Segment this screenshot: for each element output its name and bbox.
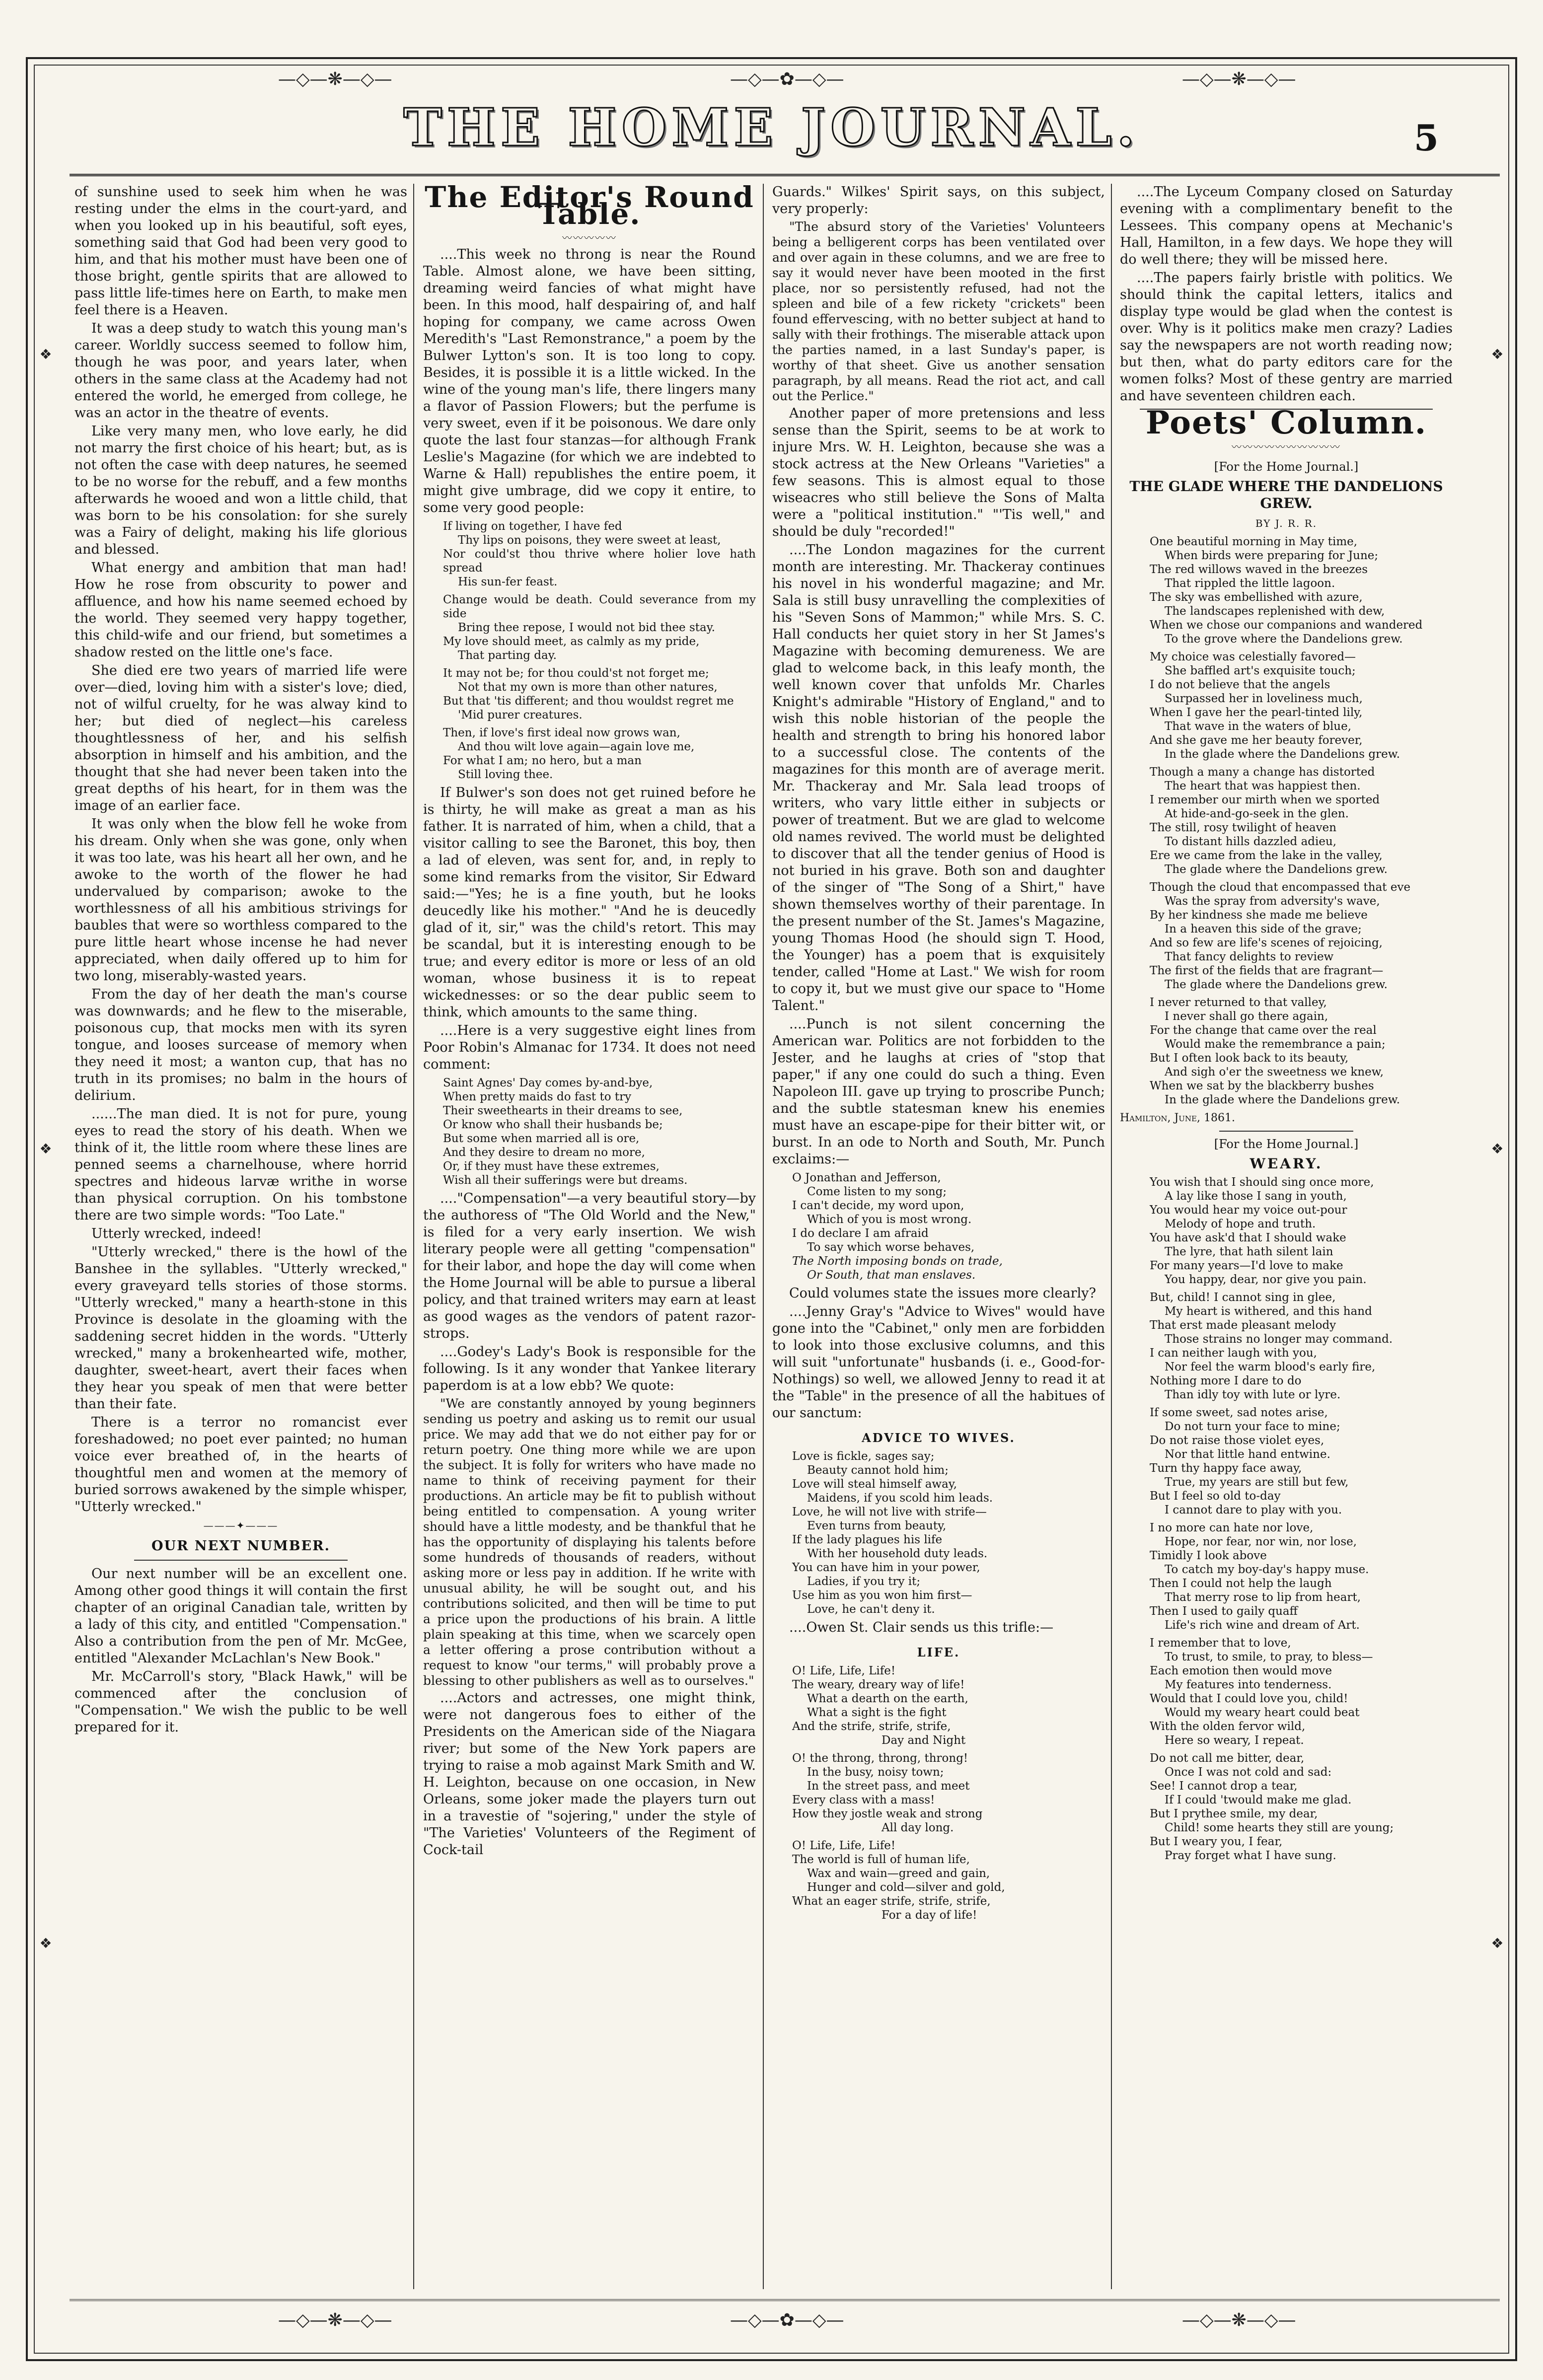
verse-line: I never shall go there again, — [1165, 1010, 1328, 1023]
verse-line: What an eager strife, strife, strife, — [792, 1895, 991, 1908]
masthead — [0, 97, 1543, 158]
verse-line: Once I was not cold and sad: — [1165, 1766, 1332, 1779]
verse-line: Surpassed her in loveliness much, — [1165, 692, 1363, 705]
verse-line: Day and Night — [882, 1734, 966, 1747]
verse-line: When I gave her the pearl-tinted lily, — [1150, 706, 1363, 719]
verse-line: But that 'tis different; and thou wouldst regret me — [443, 695, 734, 708]
verse-line: Than idly toy with lute or lyre. — [1165, 1388, 1341, 1401]
verse-line: Nothing more I dare to do — [1150, 1374, 1302, 1387]
verse-line: The heart that was happiest then. — [1165, 780, 1361, 793]
verse-line: And she gave me her beauty forever, — [1150, 734, 1363, 747]
poem — [1120, 535, 1453, 1107]
footer-rule — [70, 2299, 1500, 2301]
section-heading: OUR NEXT NUMBER. — [151, 1538, 330, 1554]
verse-line: The North imposing bonds on trade, — [792, 1255, 1003, 1268]
verse-line: And so few are life's scenes of rejoicing, — [1150, 937, 1383, 949]
verse-line: Saint Agnes' Day comes by-and-bye, — [443, 1077, 653, 1089]
verse-line: How they jostle weak and strong — [792, 1807, 983, 1820]
article-paragraph: ....The papers fairly bristle with politics. We should think the capital letters, italics and display type would be glad when the contest is over. Why is it politics make men crazy? Ladies say the newspapers are not worth reading now; but then, what do party editors care for the women folks? Most of these gentry are married and have seventeen children each. — [1120, 270, 1453, 404]
verse-line: My heart is withered, and this hand — [1165, 1305, 1372, 1318]
verse-line: Maidens, if you scold him leads. — [807, 1492, 993, 1505]
verse-line: Do not call me bitter, dear, — [1150, 1752, 1305, 1765]
poem-excerpt — [772, 1171, 1105, 1282]
verse-line: I can neither laugh with you, — [1150, 1347, 1317, 1360]
verse-line: O! Life, Life, Life! — [792, 1664, 896, 1677]
verse-line: I remember our mirth when we sported — [1150, 793, 1380, 806]
verse-line: Or, if they must have these extremes, — [443, 1160, 660, 1173]
article-paragraph: ....The Lyceum Company closed on Saturday evening with a complimentary benefit to the Lessees. This company opens at Mechanic's Hall, Hamilton, in a few days. We hope they will do well there; they will be missed here. — [1120, 184, 1453, 267]
ornament-top-center: —◇—✿—◇— — [730, 69, 844, 89]
verse-line: Come listen to my song; — [807, 1185, 947, 1198]
source-note: [For the Home Journal.] — [1214, 1137, 1359, 1151]
verse-line: O! Life, Life, Life! — [792, 1839, 896, 1852]
verse-line: The still, rosy twilight of heaven — [1150, 821, 1337, 834]
verse-line: When we sat by the blackberry bushes — [1150, 1080, 1374, 1092]
article-paragraph: ....Owen St. Clair sends us this trifle:— — [789, 1620, 1054, 1635]
verse-line: To say which worse behaves, — [807, 1241, 975, 1254]
verse-line: Love will steal himself away, — [792, 1478, 957, 1491]
rule — [134, 1560, 348, 1561]
ornament-left-2: ❖ — [39, 1141, 52, 1157]
rule — [1219, 1131, 1353, 1132]
verse-line: Love is fickle, sages say; — [792, 1450, 935, 1463]
verse-line: For what I am; no hero, but a man — [443, 754, 642, 767]
verse-line: And they desire to dream no more, — [443, 1146, 645, 1159]
verse-line: Thy lips on poisons, they were sweet at least, — [458, 534, 721, 547]
verse-line: My love should meet, as calmly as my pride, — [443, 635, 700, 648]
verse-line: Ere we came from the lake in the valley, — [1150, 849, 1383, 862]
verse-line: Those strains no longer may command. — [1165, 1333, 1393, 1346]
verse-line: It may not be; for thou could'st not forget me; — [443, 667, 709, 680]
page-number: 5 — [1413, 117, 1439, 159]
verse-line: Child! some hearts they still are young; — [1165, 1821, 1394, 1834]
verse-line: And sigh o'er the sweetness we knew, — [1165, 1066, 1384, 1079]
column-divider — [413, 184, 414, 2289]
verse-line: Even turns from beauty, — [807, 1519, 947, 1532]
section-divider: 〰〰〰〰〰〰〰〰〰〰 — [1232, 441, 1341, 453]
ornament-right-1: ❖ — [1491, 346, 1504, 362]
verse-line: Change would be death. Could severance from my side — [443, 593, 756, 620]
article-paragraph: "The absurd story of the Varieties' Volunteers being a belligerent corps has been ventilated over and over again in these columns, and we are free to say it would never have been mooted in the first place, nor so persistently refused, had not the spleen and bile of a few rickety "crickets" been found effervescing, with no better subject at hand to sally with their frothings. The miserable attack upon the parties named, in a last Sunday's paper, is worthy of that sheet. Give us another sensation paragraph, by all means. Read the riot act, and call out the Perlice." — [772, 219, 1105, 403]
verse-line: To distant hills dazzled adieu, — [1165, 835, 1337, 848]
article-paragraph: If Bulwer's son does not get ruined before he is thirty, he will make as great a man as his father. It is narrated of him, when a child, that a visitor calling to see the Baronet, this boy, then a lad of eleven, was sent for, and, in reply to some kind remarks from the visitor, Sir Edward said:—"Yes; he is a fine youth, but he looks deucedly like his mother." "And he is deucedly glad of it, sir," was the child's retort. This may be scandal, but it is interesting enough to be true; and every editor is more or less of an old woman, whose business it is to repeat wickednesses: or so the dear public seem to think, which amounts to the same thing. — [423, 785, 756, 1020]
article-paragraph: ....Jenny Gray's "Advice to Wives" would have gone into the "Cabinet," only men are forbidden to look into those exclusive columns, and this will suit "unfortunate" husbands (i. e., Good-for-Nothings) so well, we allowed Jenny to read it at the "Table" in the presence of all the habitues of our sanctum: — [772, 1304, 1105, 1421]
column-divider — [1111, 184, 1112, 2289]
verse-line: O! the throng, throng, throng! — [792, 1752, 968, 1765]
verse-line: You can have him in your power, — [792, 1561, 980, 1574]
verse-line: Though a many a change has distorted — [1150, 766, 1375, 779]
verse-line: In a heaven this side of the grave; — [1165, 923, 1362, 936]
verse-line: 'Mid purer creatures. — [458, 709, 583, 721]
verse-line: The red willows waved in the breezes — [1150, 563, 1368, 576]
verse-line: Would that I could love you, child! — [1150, 1692, 1348, 1705]
article-paragraph: Another paper of more pretensions and less sense than the Spirit, seems to be at work to injure Mrs. W. H. Leighton, because she was a stock actress at the New Orleans "Varieties" a few seasons. This is almost equal to those wiseacres who still believe the Sons of Malta were a "political institution." "'Tis well," and should be duly "recorded!" — [772, 406, 1105, 539]
verse-line: That fancy delights to review — [1165, 950, 1334, 963]
poem-excerpt — [423, 1076, 756, 1187]
verse-line: But, child! I cannot sing in glee, — [1150, 1291, 1336, 1304]
poem — [1120, 1175, 1453, 1863]
article-paragraph: ....Punch is not silent concerning the American war. Politics are not forbidden to the Jester, and he laughs at cries of "stop that paper," if any one could do such a thing. Even Napoleon III. gave up trying to proscribe Punch; and the subtle statesman knew his enemies must have an escape-pipe for their bitter wit, or burst. In an ode to North and South, Mr. Punch exclaims:— — [772, 1016, 1105, 1167]
verse-line: Beauty cannot hold him; — [807, 1464, 949, 1477]
verse-line: What a sight is the fight — [807, 1706, 947, 1719]
verse-line: Love, he will not live with strife— — [792, 1506, 987, 1518]
article-paragraph: "We are constantly annoyed by young beginners sending us poetry and asking us to remit our usual price. We may add that we do not either pay for or return poetry. One thing more while we are upon the subject. It is folly for writers who have made no name to think of receiving payment for their productions. An article may be fit to publish without being entitled to compensation. A young writer should have a little modesty, and be thankful that he has the opportunity of displaying his talents before some hundreds of thousands of readers, without asking more or less pay in addition. If he write with unusual ability, he will be sought out, and his contributions solicited, and then will be time to put a price upon the productions of his brain. A little plain speaking at this time, when we scarcely open a letter offering a prose contribution without a request to know "our terms," will probably prove a blessing to other publishers as well as to ourselves." — [423, 1396, 756, 1688]
article-paragraph: Mr. McCarroll's story, "Black Hawk," will be commenced after the conclusion of "Compensation." We wish the public to be well prepared for it. — [74, 1669, 407, 1735]
section-heading: Poets' Column. — [1145, 404, 1427, 441]
article-paragraph: ...."Compensation"—a very beautiful story—by the authoress of "The Old World and the New," is filed for a very early insertion. We wish literary people were all getting "compensation" for their labor, and hope the day will come when the Home Journal will be able to pursue a liberal policy, and that trained writers may earn at least as good wages as the vendors of patent razor-strops. — [423, 1191, 756, 1341]
verse-line: See! I cannot drop a tear, — [1150, 1780, 1298, 1793]
verse-line: Wish all their sufferings were but dreams. — [443, 1174, 688, 1187]
poem-excerpt — [772, 1664, 1105, 1922]
article-paragraph: There is a terror no romancist ever foreshadowed; no poet ever painted; no human voice ever breathed of, in the hearts of thoughtful men and women at the memory of buried sorrows awakened by the simple whisper, "Utterly wrecked." — [74, 1415, 407, 1515]
ornament-bottom-right: —◇—❋—◇— — [1182, 2310, 1296, 2330]
verse-line: If the lady plagues his life — [792, 1533, 943, 1546]
poem-title: ADVICE TO WIVES. — [862, 1431, 1016, 1445]
ornament-left-1: ❖ — [39, 346, 52, 362]
verse-line: Do not raise those violet eyes, — [1150, 1434, 1324, 1447]
article-paragraph: ....This week no throng is near the Round Table. Almost alone, we have been sitting, dreaming weird fancies of what might have been. In this mood, half despairing of, and half hoping for company, we came across Owen Meredith's "Last Remonstrance," a poem by the Bulwer Lytton's son. It is too long to copy. Besides, it is possible it is a little wicked. In the wine of the young man's life, there lingers many a flavor of Passion Flowers; but the perfume is very sweet, even if it be poisonous. We dare only quote the last four stanzas—for although Frank Leslie's Magazine (for which we are indebted to Warne & Hall) republishes the entire poem, it might give umbrage, did we copy it entire, to some very good people: — [423, 247, 756, 515]
verse-line: But I feel so old to-day — [1150, 1490, 1281, 1503]
verse-line: But I often look back to its beauty, — [1150, 1052, 1349, 1065]
verse-line: With her household duty leads. — [807, 1547, 988, 1560]
verse-line: To the grove where the Dandelions grew. — [1165, 633, 1403, 646]
verse-line: Pray forget what I have sung. — [1165, 1849, 1336, 1862]
verse-line: Still loving thee. — [458, 768, 553, 781]
verse-line: Then I could not help the laugh — [1150, 1577, 1332, 1590]
ornament-right-2: ❖ — [1491, 1141, 1504, 1157]
newspaper-title: THE HOME JOURNAL. — [403, 97, 1140, 158]
verse-line: That wave in the waters of blue, — [1165, 720, 1352, 733]
verse-line: The weary, dreary way of life! — [792, 1678, 965, 1691]
verse-line: Their sweethearts in their dreams to see, — [443, 1104, 683, 1117]
article-paragraph: From the day of her death the man's course was downwards; and he flew to the miserable, poisonous cup, that mocks men with its syren tongue, and looses surcease of memory when they need it most; a wanton cup, that has no truth in its promises; no balm in the hours of delirium. — [74, 987, 407, 1103]
section-heading: The Editor's Round Table. — [425, 184, 754, 231]
verse-line: One beautiful morning in May time, — [1150, 535, 1358, 548]
article-paragraph: "Utterly wrecked," there is the howl of the Banshee in the syllables. "Utterly wrecked," every graveyard tells stories of those storms. "Utterly wrecked," many a hearth-stone in this Province is desolate in the gloaming with the saddening secret hidden in the words. "Utterly wrecked," many a brokenhearted wife, mother, daughter, sweet-heart, avert their faces when they hear you speak of men that were better than their fate. — [74, 1244, 407, 1412]
verse-line: At hide-and-go-seek in the glen. — [1165, 807, 1349, 820]
column-divider — [763, 184, 764, 2289]
ornament-left-3: ❖ — [39, 1935, 52, 1951]
verse-line: Nor that little hand entwine. — [1165, 1448, 1330, 1461]
verse-line: That merry rose to lip from heart, — [1165, 1591, 1361, 1604]
verse-line: But I weary you, I fear, — [1150, 1835, 1283, 1848]
source-note: [For the Home Journal.] — [1214, 460, 1359, 474]
verse-line: For a day of life! — [882, 1909, 977, 1922]
article-paragraph: ......The man died. It is not for pure, young eyes to read the story of his death. When we think of it, the little room where these lines are penned seems a charnelhouse, where horrid spectres and hideous larvæ writhe in worse than physical corruption. On his tombstone there are two simple words: "Too Late." — [74, 1106, 407, 1223]
verse-line: A lay like those I sang in youth, — [1165, 1190, 1347, 1203]
verse-line: To catch my boy-day's happy muse. — [1165, 1563, 1369, 1576]
verse-line: That erst made pleasant melody — [1150, 1319, 1336, 1332]
verse-line: That parting day. — [458, 649, 557, 662]
verse-line: What a dearth on the earth, — [807, 1692, 968, 1705]
verse-line: I do not believe that the angels — [1150, 678, 1330, 691]
ornament-bottom-left: —◇—❋—◇— — [278, 2310, 392, 2330]
verse-line: Here so weary, I repeat. — [1165, 1734, 1304, 1747]
verse-line: Or know who shall their husbands be; — [443, 1118, 663, 1131]
verse-line: If living on together, I have fed — [443, 520, 622, 533]
verse-line: The first of the fields that are fragrant— — [1150, 964, 1384, 977]
verse-line: His sun-fer feast. — [458, 576, 558, 588]
verse-line: I can't decide, my word upon, — [792, 1199, 964, 1212]
verse-line: Would make the remembrance a pain; — [1165, 1038, 1386, 1051]
article-paragraph: What energy and ambition that man had! How he rose from obscurity to power and affluence, and how his name seemed echoed by the world. They seemed very happy together, this child-wife and our friend, but sometimes a shadow rested on the little one's face. — [74, 560, 407, 660]
article-paragraph: Our next number will be an excellent one. Among other good things it will contain the first chapter of an original Canadian tale, written by a lady of this city, and entitled "Compensation." Also a contribution from the pen of Mr. McGee, entitled "Alexander McLachlan's New Book." — [74, 1566, 407, 1666]
verse-line: Ladies, if you try it; — [807, 1575, 921, 1588]
verse-line: Turn thy happy face away, — [1150, 1462, 1302, 1475]
verse-line: But I prythee smile, my dear, — [1150, 1807, 1318, 1820]
verse-line: You happy, dear, nor give you pain. — [1165, 1273, 1367, 1286]
verse-line: Hope, nor fear, nor win, nor lose, — [1165, 1535, 1357, 1548]
verse-line: You wish that I should sing once more, — [1150, 1176, 1374, 1189]
verse-line: Or South, that man enslaves. — [807, 1269, 976, 1282]
verse-line: I cannot dare to play with you. — [1165, 1504, 1342, 1516]
verse-line: By her kindness she made me believe — [1150, 909, 1368, 922]
verse-line: In the glade where the Dandelions grew. — [1165, 748, 1400, 761]
section-divider: ———✦——— — [203, 1519, 279, 1531]
article-paragraph: Like very many men, who love early, he did not marry the first choice of his heart; but, as is not often the case with deep natures, he seemed to be no worse for the rebuff, and a few months afterwards he wooed and won a little child, that was born to be his consolation: for she surely was a Fairy of delight, making his life glorious and blessed. — [74, 424, 407, 557]
verse-line: Bring thee repose, I would not bid thee stay. — [458, 621, 715, 634]
verse-line: When we chose our companions and wandered — [1150, 619, 1423, 632]
poem-excerpt — [772, 1449, 1105, 1616]
article-paragraph: Could volumes state the issues more clearly? — [789, 1286, 1096, 1301]
verse-line: Melody of hope and truth. — [1165, 1218, 1316, 1230]
ornament-bottom-center: —◇—✿—◇— — [730, 2310, 844, 2330]
verse-line: If some sweet, sad notes arise, — [1150, 1406, 1328, 1419]
verse-line: You would hear my voice out-pour — [1150, 1204, 1347, 1217]
verse-line: The lyre, that hath silent lain — [1165, 1245, 1333, 1258]
poem-excerpt — [423, 519, 756, 782]
verse-line: I remember that to love, — [1150, 1637, 1291, 1650]
poem-byline: BY J. R. R. — [1255, 517, 1318, 529]
verse-line: I never returned to that valley, — [1150, 996, 1327, 1009]
poem-dateline: Hamilton, June, 1861. — [1120, 1112, 1235, 1124]
verse-line: Each emotion then would move — [1150, 1664, 1332, 1677]
ornament-top-left: —◇—❋—◇— — [278, 69, 392, 89]
verse-line: Life's rich wine and dream of Art. — [1165, 1619, 1360, 1632]
verse-line: Wax and wain—greed and gain, — [807, 1867, 990, 1880]
verse-line: With the olden fervor wild, — [1150, 1720, 1306, 1733]
verse-line: In the busy, noisy town; — [807, 1766, 944, 1779]
ornament-right-3: ❖ — [1491, 1935, 1504, 1951]
verse-line: Which of you is most wrong. — [807, 1213, 972, 1226]
verse-line: O Jonathan and Jefferson, — [792, 1171, 941, 1184]
verse-line: True, my years are still but few, — [1165, 1476, 1349, 1489]
column-3 — [772, 184, 1105, 2292]
verse-line: The landscapes replenished with dew, — [1165, 605, 1385, 618]
column-4 — [1120, 184, 1453, 2292]
article-paragraph: of sunshine used to seek him when he was resting under the elms in the court-yard, and when you looked up in his beautiful, soft eyes, something said that God had been very good to him, and that his mother must have been one of those bright, gentle spirits that are allowed to pass little life-times here on Earth, to make men feel there is a Heaven. — [74, 184, 407, 318]
verse-line: I do declare I am afraid — [792, 1227, 929, 1240]
verse-line: Though the cloud that encompassed that eve — [1150, 881, 1411, 894]
verse-line: Use him as you won him first— — [792, 1589, 972, 1602]
verse-line: She baffled art's exquisite touch; — [1165, 664, 1356, 677]
verse-line: When pretty maids do fast to try — [443, 1090, 632, 1103]
article-paragraph: ....Actors and actresses, one might think, were not dangerous foes to either of the Presidents on the American side of the Niagara river; but some of the New York papers are trying to raise a mob against Mark Smith and W. H. Leighton, because on one occasion, in New Orleans, some joker made the players turn out in a travestie of "sojering," under the style of "The Varieties' Volunteers of the Regiment of Cock-tail — [423, 1690, 756, 1858]
verse-line: That rippled the little lagoon. — [1165, 577, 1335, 590]
verse-line: Was the spray from adversity's wave, — [1165, 895, 1380, 908]
verse-line: My choice was celestially favored— — [1150, 650, 1356, 663]
poem-title: LIFE. — [917, 1645, 960, 1659]
verse-line: Nor feel the warm blood's early fire, — [1165, 1361, 1376, 1373]
poem-title: WEARY. — [1249, 1155, 1323, 1172]
article-paragraph: It was only when the blow fell he woke from his dream. Only when she was gone, only when it was too late, was his heart all her own, and he awoke to the worth of the flower he had undervalued by comparison; awoke to the worthlessness of all his ambitious strivings for baubles that were so worthless compared to the pure little heart whose incense he had never appreciated, when daily offered up to him for two long, miserably-wasted years. — [74, 816, 407, 984]
verse-line: Hunger and cold—silver and gold, — [807, 1881, 1005, 1894]
verse-line: And thou wilt love again—again love me, — [458, 740, 695, 753]
article-paragraph: ....Godey's Lady's Book is responsible for the following. Is it any wonder that Yankee literary paperdom is at a low ebb? We quote: — [423, 1344, 756, 1393]
verse-line: When birds were preparing for June; — [1165, 549, 1379, 562]
verse-line: You have ask'd that I should wake — [1150, 1231, 1346, 1244]
verse-line: In the street pass, and meet — [807, 1780, 970, 1793]
verse-line: Then I used to gaily quaff — [1150, 1605, 1298, 1618]
verse-line: My features into tenderness. — [1165, 1678, 1332, 1691]
verse-line: Do not turn your face to mine; — [1165, 1420, 1340, 1433]
verse-line: Love, he can't deny it. — [807, 1603, 935, 1616]
article-paragraph: ....Here is a very suggestive eight lines from Poor Robin's Almanac for 1734. It does not need comment: — [423, 1023, 756, 1072]
section-divider: 〰〰〰〰〰 — [562, 232, 617, 244]
article-paragraph: It was a deep study to watch this young man's career. Worldly success seemed to follow him, though he was poor, and years later, when others in the same class at the Academy had not entered the world, he emerged from college, he was an actor in the theatre of events. — [74, 321, 407, 421]
verse-line: The sky was embellished with azure, — [1150, 591, 1363, 604]
column-1 — [74, 184, 407, 2292]
poem-title: THE GLADE WHERE THE DANDELIONS GREW. — [1129, 478, 1443, 511]
verse-line: The glade where the Dandelions grew. — [1165, 978, 1388, 991]
verse-line: The glade where the Dandelions grew. — [1165, 863, 1388, 876]
verse-line: If I could 'twould make me glad. — [1165, 1794, 1352, 1806]
masthead-rule — [70, 174, 1500, 176]
verse-line: For many years—I'd love to make — [1150, 1259, 1343, 1272]
verse-line: But some when married all is ore, — [443, 1132, 640, 1145]
verse-line: Nor could'st thou thrive where holier love hath spread — [443, 548, 756, 575]
article-paragraph: Utterly wrecked, indeed! — [91, 1226, 262, 1241]
verse-line: Not that my own is more than other natures, — [458, 681, 718, 694]
article-paragraph: ....The London magazines for the current month are interesting. Mr. Thackeray continues his novel in his wonderful magazine; and Mr. Sala is still busy unravelling the complexities of his "Seven Sons of Mammon;" while Mrs. S. C. Hall conducts her quiet story in her St James's Magazine with becoming demureness. We are glad to welcome back, in this leafy month, the well known cover that unfolds Mr. Charles Knight's admirable "History of England," and to wish this noble historian of the people the health and strength to bring his honored labor to a successful close. The contents of the magazines for this month are of average merit. Mr. Thackeray and Mr. Sala lead troops of writers, who vary little either in subjects or power of treatment. But we are glad to welcome old names revived. The world must be delighted to discover that all the tender genius of Hood is not buried in his grave. Both son and daughter of the singer of "The Song of a Shirt," have shown themselves worthy of their parentage. In the present number of the St. James's Magazine, young Thomas Hood (he should sign T. Hood, the Younger) has a poem that is exquisitely tender, called "Home at Last." We wish for room to copy it, but we must give our space to "Home Talent." — [772, 542, 1105, 1013]
verse-line: I no more can hate nor love, — [1150, 1521, 1314, 1534]
verse-line: To trust, to smile, to pray, to bless— — [1165, 1651, 1373, 1663]
ornament-top-right: —◇—❋—◇— — [1182, 69, 1296, 89]
verse-line: And the strife, strife, strife, — [792, 1720, 951, 1733]
verse-line: Would my weary heart could beat — [1165, 1706, 1360, 1719]
article-paragraph: She died ere two years of married life were over—died, loving him with a sister's love; died, not of wilful cruelty, for he was alway kind to her; but died of neglect—his careless thoughtlessness of her, and his selfish absorption in himself and his ambition, and the thought that she had never been taken into the great depths of his heart, for in them was the image of an earlier face. — [74, 663, 407, 813]
verse-line: Every class with a mass! — [792, 1794, 935, 1806]
verse-line: The world is full of human life, — [792, 1853, 970, 1866]
column-2 — [423, 184, 756, 2292]
verse-line: For the change that came over the real — [1150, 1024, 1377, 1037]
verse-line: In the glade where the Dandelions grew. — [1165, 1093, 1400, 1106]
verse-line: All day long. — [882, 1821, 954, 1834]
verse-line: Then, if love's first ideal now grows wan, — [443, 726, 680, 739]
article-paragraph: Guards." Wilkes' Spirit says, on this subject, very properly: — [772, 184, 1105, 216]
verse-line: Timidly I look above — [1150, 1549, 1267, 1562]
